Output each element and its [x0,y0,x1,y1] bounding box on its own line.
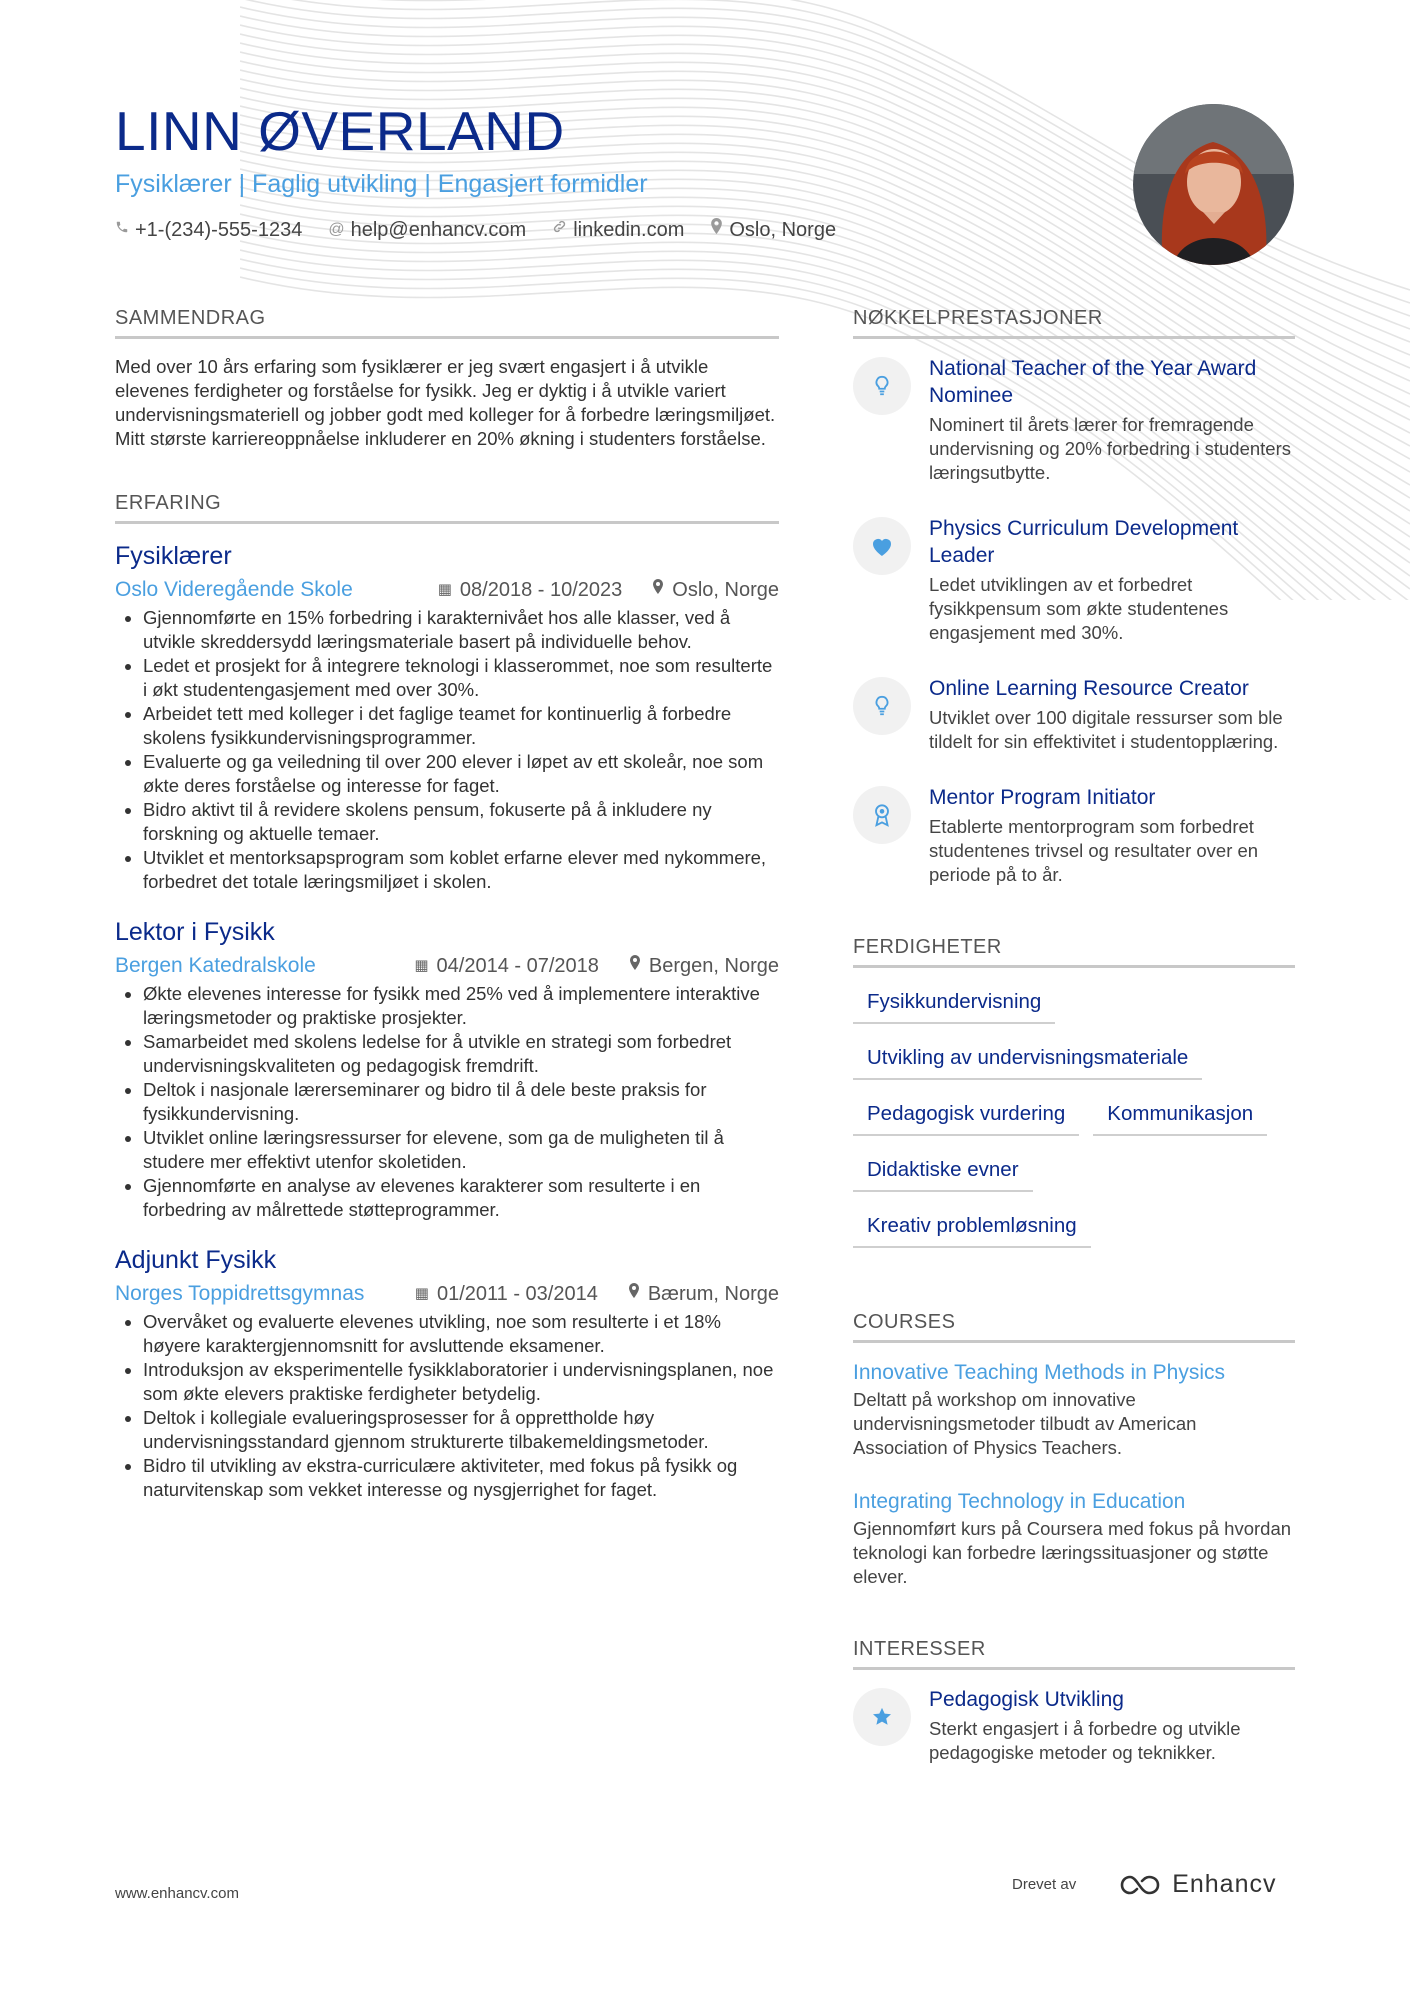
achievement-body [929,355,1295,485]
section-title-interests: INTERESSER [853,1637,1295,1670]
list-item: • Deltok i kollegiale evalueringsprosesser for å opprettholde høy undervisningsstandard gjennom strukturerte tilbakemeldingsmetoder. [143,1406,779,1454]
job-location [629,952,779,980]
list-item: • Overvåket og evaluerte elevenes utvikling, noe som resulterte i et 18% høyere karaktergjennomsnitt for avsluttende eksamener. [143,1310,779,1358]
course-item [853,1488,1295,1589]
achievement-item [853,784,1295,887]
achievement-body [929,675,1295,754]
list-item: • Gjennomførte en analyse av elevenes karakterer som resulterte i en forbedring av målrettede støtteprogrammer. [143,1174,779,1222]
email-text: help@enhancv.com [350,219,527,241]
calendar-icon: ▦ [437,581,452,598]
location-pin-icon [710,218,723,242]
calendar-icon: ▦ [414,957,429,974]
footer-website[interactable]: www.enhancv.com [115,1885,239,1902]
linkedin-text: linkedin.com [573,219,685,241]
skill-tag: Fysikkundervisning [853,984,1055,1024]
company-name: Norges Toppidrettsgymnas [115,1282,365,1305]
job-dates-text: 01/2011 - 03/2014 [436,1283,598,1305]
phone-text: +1-(234)-555-1234 [135,219,303,241]
location-pin-icon [629,952,641,980]
job-meta-right [384,952,779,980]
course-title: Innovative Teaching Methods in Physics [853,1361,1225,1384]
list-item: • Utviklet online læringsressurser for elevene, som ga de muligheten til å studere mer effektivt utenfor skoletiden. [143,1126,779,1174]
achievement-title: Physics Curriculum Development Leader [929,517,1239,567]
list-item: • Bidro aktivt til å revidere skolens pensum, fokuserte på å inkludere ny forskning og aktuelle temaer. [143,798,779,846]
achievement-item [853,675,1295,754]
course-title: Integrating Technology in Education [853,1490,1186,1513]
section-title-achievements: NØKKELPRESTASJONER [853,306,1295,339]
list-item: • Deltok i nasjonale lærerseminarer og bidro til å dele beste praksis for fysikkundervisning. [143,1078,779,1126]
achievement-desc: Nominert til årets lærer for fremragende undervisning og 20% forbedring i studenters læringsutbytte. [929,414,1292,483]
achievement-title: Mentor Program Initiator [929,786,1156,809]
section-title-experience: ERFARING [115,491,779,524]
achievement-desc: Ledet utviklingen av et forbedret fysikkpensum som økte studentenes engasjement med 30%. [929,574,1229,643]
job-dates [415,1280,598,1308]
achievement-desc: Etablerte mentorprogram som forbedret studentenes trivsel og resultater over en periode på to år. [929,816,1259,885]
contact-phone [115,218,302,242]
skill-tag: Utvikling av undervisningsmateriale [853,1040,1202,1080]
footer-branding [1012,1870,1277,1899]
course-desc: Gjennomført kurs på Coursera med fokus på hvordan teknologi kan forbedre læringssituasjoner og støtte elever. [853,1518,1292,1587]
job-meta-right [385,1280,779,1308]
job-meta [115,576,779,604]
skill-tag: Pedagogisk vurdering [853,1096,1079,1136]
skill-tag: Kreativ problemløsning [853,1208,1091,1248]
job-bullets [115,1310,779,1502]
job-location [652,576,779,604]
job-title: Adjunkt Fysikk [115,1246,277,1274]
achievement-item [853,355,1295,485]
achievement-title: Online Learning Resource Creator [929,677,1249,700]
interest-body [929,1686,1295,1765]
star-icon [853,1688,911,1746]
job-location-text: Bergen, Norge [648,955,779,977]
interest-title: Pedagogisk Utvikling [929,1688,1124,1711]
list-item: • Ledet et prosjekt for å integrere teknologi i klasserommet, noe som resulterte i økt studentengasjement med over 30%. [143,654,779,702]
contact-linkedin[interactable] [552,218,684,242]
location-text: Oslo, Norge [729,219,837,241]
job-bullets [115,982,779,1222]
lightbulb-icon [853,677,911,735]
achievement-body [929,784,1295,887]
job-title: Fysiklærer [115,542,232,570]
achievement-body [929,515,1295,645]
job-meta [115,1280,779,1308]
job-meta [115,952,779,980]
contact-location [710,218,836,242]
list-item: • Introduksjon av eksperimentelle fysikklaboratorier i undervisningsplanen, noe som økte elevers praktiske ferdigheter betydelig. [143,1358,779,1406]
interest-item [853,1686,1295,1765]
brand-name: Enhancv [1172,1870,1277,1898]
job-meta-right [408,576,779,604]
company-name: Oslo Videregående Skole [115,578,353,601]
section-title-courses: COURSES [853,1310,1295,1343]
section-title-summary: SAMMENDRAG [115,306,779,339]
profile-photo [1133,104,1294,265]
list-item: • Bidro til utvikling av ekstra-curriculære aktiviteter, med fokus på fysikk og naturvitenskap som vekket interesse og nysgjerrighet for faget. [143,1454,779,1502]
job-dates [414,952,599,980]
course-desc: Deltatt på workshop om innovative undervisningsmetoder tilbudt av American Association of Physics Teachers. [853,1389,1197,1458]
achievement-item [853,515,1295,645]
job-location-text: Bærum, Norge [647,1283,779,1305]
calendar-icon: ▦ [414,1285,429,1302]
job-dates-text: 08/2018 - 10/2023 [459,579,623,601]
skill-tag: Kommunikasjon [1093,1096,1267,1136]
skill-tag: Didaktiske evner [853,1152,1033,1192]
job-dates [438,576,623,604]
list-item: • Utviklet et mentorksapsprogram som koblet erfarne elever med nykommere, forbedret det totale læringsmiljøet i skolen. [143,846,779,894]
job-entry [115,916,779,1222]
job-location [628,1280,779,1308]
powered-by-label: Drevet av [1012,1876,1077,1893]
skills-list [853,984,1295,1264]
location-pin-icon [652,576,664,604]
brand-logo[interactable] [1118,1870,1276,1899]
award-icon [853,786,911,844]
list-item: • Samarbeidet med skolens ledelse for å utvikle en strategi som forbedret undervisningskvaliteten og pedagogisk fremdrift. [143,1030,779,1078]
job-location-text: Oslo, Norge [672,579,779,601]
left-column [115,306,779,1524]
job-dates-text: 04/2014 - 07/2018 [436,955,599,977]
list-item: • Økte elevenes interesse for fysikk med 25% ved å implementere interaktive læringsmetoder og praktiske prosjekter. [143,982,779,1030]
company-name: Bergen Katedralskole [115,954,316,977]
list-item: • Evaluerte og ga veiledning til over 200 elever i løpet av ett skoleår, noe som økte deres forståelse og interesse for faget. [143,750,779,798]
list-item: • Arbeidet tett med kolleger i det faglige teamet for kontinuerlig å forbedre skolens fysikkundervisningsprogrammer. [143,702,779,750]
summary-text: Med over 10 års erfaring som fysiklærer er jeg svært engasjert i å utvikle elevenes ferdigheter og forståelse for fysikk. Jeg er dyktig i å utvikle variert undervisningsmateriell og jobber godt med kolleger for å forbedre læringsmiljøet. Mitt største karriereoppnåelse inkluderer en 20% økning i studenters forståelse. [115,356,776,449]
job-bullets [115,606,779,894]
job-entry [115,540,779,894]
headline: Fysiklærer | Faglig utvikling | Engasjert formidler [115,170,648,198]
contact-bar [115,218,1115,242]
achievement-title: National Teacher of the Year Award Nominee [929,357,1257,407]
phone-icon [115,218,129,242]
link-icon [552,218,567,242]
right-column [853,306,1295,1795]
candidate-name: LINN ØVERLAND [115,100,565,162]
at-icon: @ [328,221,345,238]
interest-desc: Sterkt engasjert i å forbedre og utvikle pedagogiske metoder og teknikker. [929,1718,1241,1763]
job-title: Lektor i Fysikk [115,918,275,946]
heart-icon [853,517,911,575]
lightbulb-icon [853,357,911,415]
achievement-desc: Utviklet over 100 digitale ressurser som ble tildelt for sin effektivitet i studentopplæring. [929,707,1283,752]
section-title-skills: FERDIGHETER [853,935,1295,968]
list-item: • Gjennomførte en 15% forbedring i karakternivået hos alle klasser, ved å utvikle skreddersydd læringsmateriale basert på individuelle behov. [143,606,779,654]
enhancv-logo-icon [1118,1872,1164,1898]
job-entry [115,1244,779,1502]
location-pin-icon [628,1280,640,1308]
contact-email[interactable] [328,218,526,242]
resume-header [115,100,1115,242]
course-item [853,1359,1295,1460]
